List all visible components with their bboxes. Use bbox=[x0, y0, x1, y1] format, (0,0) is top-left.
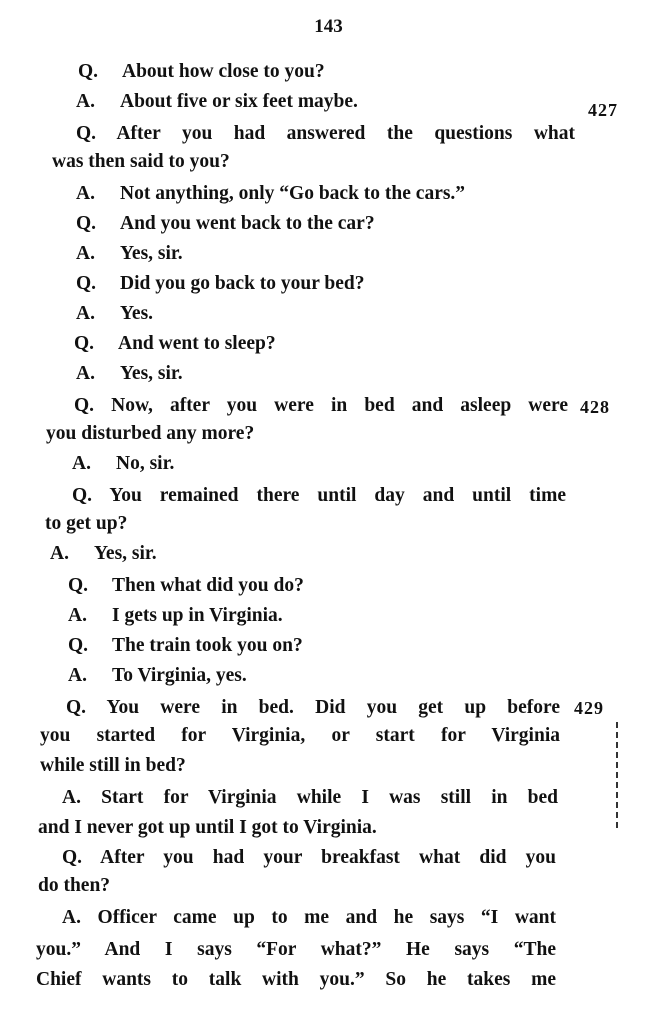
line-text: Yes, sir. bbox=[120, 243, 183, 264]
continuation-line bbox=[36, 968, 556, 992]
question-line bbox=[74, 394, 568, 418]
speaker-label: A. bbox=[76, 303, 95, 324]
question-line bbox=[78, 60, 325, 84]
margin-number: 428 bbox=[580, 397, 610, 417]
line-text: The train took you on? bbox=[112, 635, 303, 656]
line-text: You were in bed. Did you get up before bbox=[106, 697, 560, 718]
speaker-label: A. bbox=[76, 91, 95, 112]
speaker-label: A. bbox=[62, 787, 81, 808]
line-text: Yes, sir. bbox=[94, 543, 157, 564]
speaker-label: A. bbox=[72, 453, 91, 474]
question-line bbox=[68, 574, 304, 598]
continuation-line bbox=[40, 724, 560, 748]
speaker-label: Q. bbox=[74, 395, 95, 416]
speaker-label: Q. bbox=[66, 697, 87, 718]
line-text: you started for Virginia, or start for Virginia bbox=[40, 725, 560, 746]
question-line bbox=[76, 122, 575, 146]
line-text: Chief wants to talk with you.” So he takes me bbox=[36, 969, 556, 990]
answer-line bbox=[68, 664, 247, 688]
continuation-line bbox=[52, 150, 230, 174]
margin-number: 427 bbox=[588, 100, 618, 120]
margin-rule bbox=[616, 722, 618, 832]
answer-line bbox=[50, 542, 157, 566]
continuation-line bbox=[38, 874, 110, 898]
speaker-label: Q. bbox=[68, 575, 89, 596]
speaker-label: A. bbox=[76, 363, 95, 384]
speaker-label: A. bbox=[76, 243, 95, 264]
answer-line bbox=[72, 452, 174, 476]
line-text: I gets up in Virginia. bbox=[112, 605, 283, 626]
question-line bbox=[74, 332, 276, 356]
speaker-label: A. bbox=[76, 183, 95, 204]
line-text: Yes, sir. bbox=[120, 363, 183, 384]
continuation-line bbox=[38, 816, 377, 840]
answer-line bbox=[76, 90, 358, 114]
answer-line bbox=[62, 906, 556, 930]
speaker-label: Q. bbox=[62, 847, 83, 868]
line-text: About how close to you? bbox=[122, 61, 325, 82]
line-text: to get up? bbox=[45, 513, 128, 534]
line-text: About five or six feet maybe. bbox=[120, 91, 358, 112]
question-line bbox=[66, 696, 560, 720]
question-line bbox=[68, 634, 303, 658]
line-text: and I never got up until I got to Virginia. bbox=[38, 817, 377, 838]
line-text: Then what did you do? bbox=[112, 575, 304, 596]
answer-line bbox=[76, 182, 465, 206]
line-text: After you had your breakfast what did you bbox=[100, 847, 556, 868]
answer-line bbox=[68, 604, 283, 628]
answer-line bbox=[76, 242, 183, 266]
line-text: Yes. bbox=[120, 303, 154, 324]
speaker-label: Q. bbox=[76, 123, 97, 144]
line-text: Not anything, only “Go back to the cars.” bbox=[120, 183, 466, 204]
continuation-line bbox=[36, 938, 556, 962]
line-text: You remained there until day and until time bbox=[109, 485, 566, 506]
line-text: And went to sleep? bbox=[118, 333, 276, 354]
line-text: To Virginia, yes. bbox=[112, 665, 247, 686]
continuation-line bbox=[45, 512, 127, 536]
speaker-label: Q. bbox=[78, 61, 99, 82]
question-line bbox=[62, 846, 556, 870]
line-text: After you had answered the questions what bbox=[116, 123, 575, 144]
line-text: do then? bbox=[38, 875, 111, 896]
question-line bbox=[72, 484, 566, 508]
line-text: was then said to you? bbox=[52, 151, 230, 172]
speaker-label: A. bbox=[68, 605, 87, 626]
line-text: Now, after you were in bed and asleep were bbox=[111, 395, 568, 416]
line-text: Did you go back to your bed? bbox=[120, 273, 365, 294]
speaker-label: Q. bbox=[76, 213, 97, 234]
speaker-label: A. bbox=[68, 665, 87, 686]
continuation-line bbox=[46, 422, 254, 446]
speaker-label: Q. bbox=[76, 273, 97, 294]
page-number: 143 bbox=[314, 16, 343, 37]
line-text: Officer came up to me and he says “I want bbox=[97, 907, 556, 928]
speaker-label: Q. bbox=[74, 333, 95, 354]
speaker-label: A. bbox=[62, 907, 81, 928]
speaker-label: Q. bbox=[72, 485, 93, 506]
question-line bbox=[76, 212, 375, 236]
line-text: And you went back to the car? bbox=[120, 213, 375, 234]
margin-number: 429 bbox=[574, 698, 604, 718]
line-text: while still in bed? bbox=[40, 755, 186, 776]
answer-line bbox=[62, 786, 558, 810]
answer-line bbox=[76, 362, 183, 386]
answer-line bbox=[76, 302, 153, 326]
line-text: you disturbed any more? bbox=[46, 423, 255, 444]
speaker-label: Q. bbox=[68, 635, 89, 656]
continuation-line bbox=[40, 754, 186, 778]
line-text: No, sir. bbox=[116, 453, 175, 474]
line-text: you.” And I says “For what?” He says “The bbox=[36, 939, 556, 960]
speaker-label: A. bbox=[50, 543, 69, 564]
line-text: Start for Virginia while I was still in bed bbox=[101, 787, 559, 808]
question-line bbox=[76, 272, 365, 296]
